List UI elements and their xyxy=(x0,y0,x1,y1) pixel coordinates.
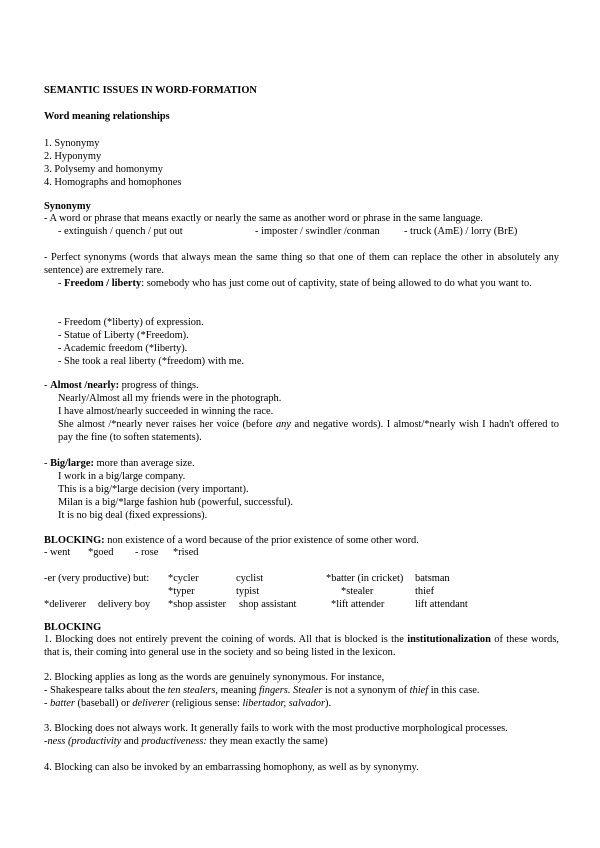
big-example: Milan is a big/*large fashion hub (powerful, successful). xyxy=(58,497,293,508)
blocking-point-4: 4. Blocking can also be invoked by an embarrassing homophony, as well as by synonymy. xyxy=(44,762,419,773)
blocking-point-1: 1. Blocking does not entirely prevent the coining of words. All that is blocked is the institutionalization of these words, that is, their coming into general use in the society and so being listed in the lexicon. xyxy=(44,634,559,658)
blocking-point-3-example: -ness (productivity and productiveness: they mean exactly the same) xyxy=(44,736,328,747)
blocking-point-3: 3. Blocking does not always work. It generally fails to work with the most productive morphological processes. xyxy=(44,723,508,734)
blocking-example: - rose xyxy=(135,547,159,558)
er-example: lift attendant xyxy=(415,599,468,610)
blocking-example: *rised xyxy=(173,547,199,558)
er-example: *batter (in cricket) xyxy=(326,573,404,584)
freedom-liberty-paragraph xyxy=(58,278,559,291)
er-example: *typer xyxy=(168,586,195,597)
freedom-example: - Academic freedom (*liberty). xyxy=(58,343,188,354)
blocking-example: *goed xyxy=(88,547,114,558)
toc-item: 1. Synonymy xyxy=(44,138,100,149)
freedom-definition: : somebody who has just come out of captivity, state of being allowed to do what you want to. xyxy=(141,278,532,289)
almost-example: I have almost/nearly succeeded in winning the race. xyxy=(58,406,274,417)
freedom-prefix: - xyxy=(58,278,65,289)
almost-nearly-line: - Almost /nearly: progress of things. xyxy=(44,380,199,391)
er-example: typist xyxy=(236,586,260,597)
section-subtitle: Word meaning relationships xyxy=(44,111,170,122)
toc-item: 3. Polysemy and homonymy xyxy=(44,164,163,175)
toc-item: 4. Homographs and homophones xyxy=(44,177,182,188)
big-term: Big/large: xyxy=(50,458,94,469)
big-definition: more than average size. xyxy=(93,458,195,469)
er-example: thief xyxy=(415,586,435,597)
blocking-heading: BLOCKING xyxy=(44,622,102,633)
er-example: *cycler xyxy=(168,573,199,584)
synonym-example: - truck (AmE) / lorry (BrE) xyxy=(404,226,518,237)
freedom-example: - Freedom (*liberty) of expression. xyxy=(58,317,204,328)
er-example: cyclist xyxy=(236,573,264,584)
blocking-point-2-example: - Shakespeare talks about the ten stealers, meaning fingers. Stealer is not a synonym of thief in this case. xyxy=(44,685,480,696)
blocking-point-2: 2. Blocking applies as long as the words are genuinely synonymous. For instance, xyxy=(44,672,385,683)
er-label: -er (very productive) but: xyxy=(44,573,150,584)
blocking-definition: BLOCKING: non existence of a word because of the prior existence of some other word. xyxy=(44,535,419,546)
perfect-synonyms-paragraph: - Perfect synonyms (words that always mean the same thing so that one of them can replace the other in absolutely any sentence) are extremely rare. xyxy=(44,252,559,276)
big-large-line: - Big/large: more than average size. xyxy=(44,458,195,469)
er-example: batsman xyxy=(415,573,450,584)
er-example: *shop assister xyxy=(168,599,227,610)
big-example: It is no big deal (fixed expressions). xyxy=(58,510,208,521)
synonymy-definition: - A word or phrase that means exactly or nearly the same as another word or phrase in the same language. xyxy=(44,213,483,224)
er-example: *stealer xyxy=(341,586,374,597)
blocking-example: - went xyxy=(44,547,71,558)
synonymy-heading: Synonymy xyxy=(44,201,91,212)
big-example: This is a big/*large decision (very important). xyxy=(58,484,249,495)
blocking-point-2-example: - batter (baseball) or deliverer (religious sense: libertador, salvador). xyxy=(44,698,332,709)
er-example: shop assistant xyxy=(239,599,297,610)
freedom-example: - She took a real liberty (*freedom) with me. xyxy=(58,356,245,367)
document-title: SEMANTIC ISSUES IN WORD-FORMATION xyxy=(44,85,257,96)
almost-example-long: She almost /*nearly never raises her voice (before any and negative words). I almost/*nearly wish I hadn't offered to pay the fine (to soften statements). xyxy=(58,419,559,443)
freedom-example: - Statue of Liberty (*Freedom). xyxy=(58,330,189,341)
synonym-example: - extinguish / quench / put out xyxy=(58,226,183,237)
almost-definition: progress of things. xyxy=(119,380,199,391)
toc-item: 2. Hyponymy xyxy=(44,151,102,162)
er-example: *deliverer xyxy=(44,599,87,610)
er-example: *lift attender xyxy=(331,599,385,610)
almost-term: Almost /nearly: xyxy=(50,380,120,391)
er-example: delivery boy xyxy=(98,599,151,610)
big-example: I work in a big/large company. xyxy=(58,471,186,482)
almost-example: Nearly/Almost all my friends were in the photograph. xyxy=(58,393,282,404)
freedom-term: Freedom / liberty xyxy=(64,278,142,289)
synonym-example: - imposter / swindler /conman xyxy=(255,226,380,237)
